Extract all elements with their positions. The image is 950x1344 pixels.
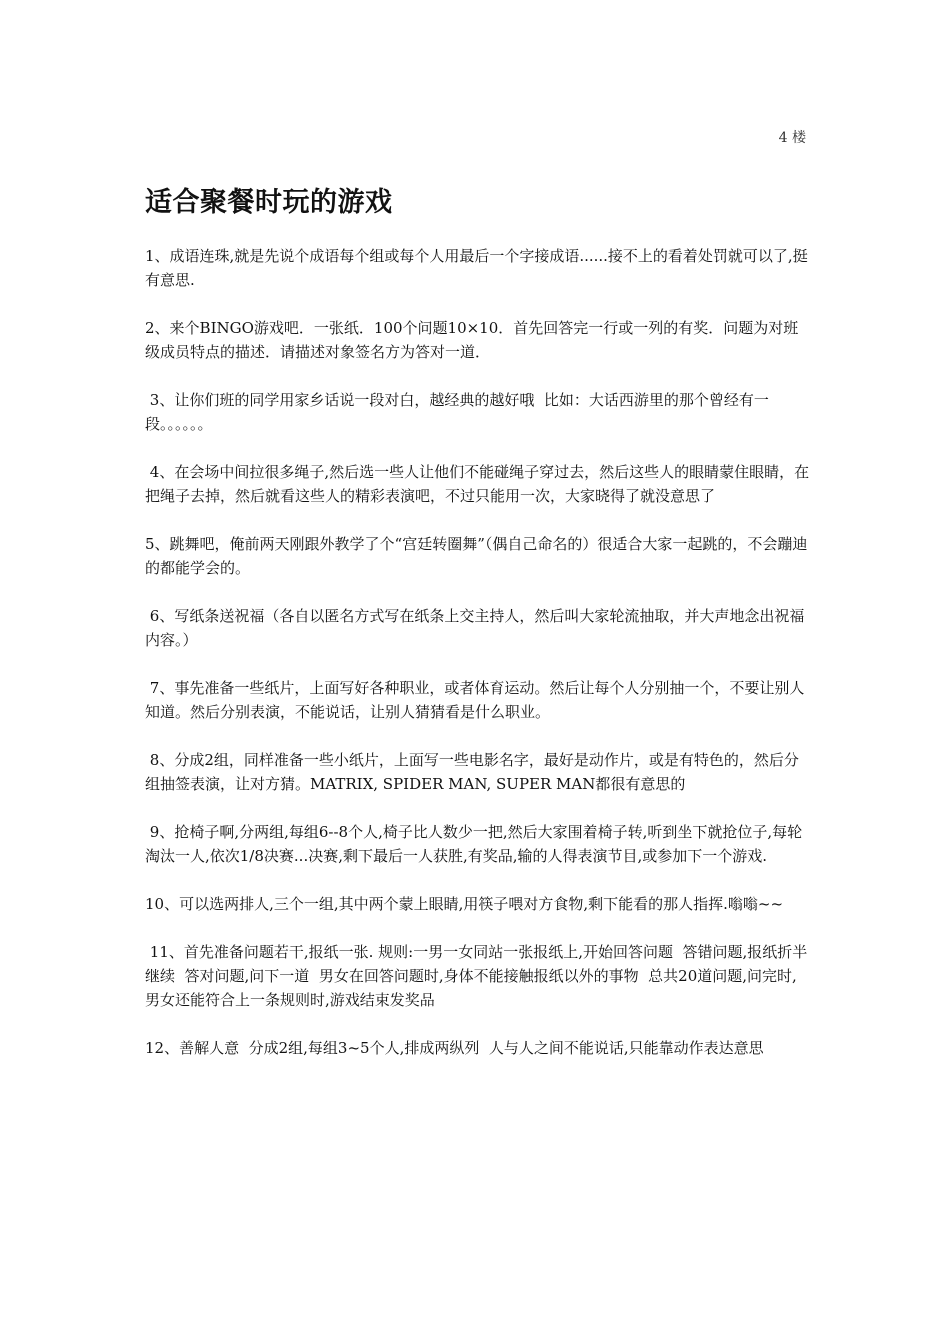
list-item: 11、首先准备问题若干,报纸一张. 规则:一男一女同站一张报纸上,开始回答问题 答错问题,报纸折半继续 答对问题,问下一道 男女在回答问题时,身体不能接触报纸以外的事物 总共20道问题,问完时,男女还能符合上一条规则时,游戏结束发奖品 <box>145 943 808 1009</box>
list-item: 10、可以选两排人,三个一组,其中两个蒙上眼睛,用筷子喂对方食物,剩下能看的那人指挥.嗡嗡~~ <box>145 895 784 913</box>
list-item: 8、分成2组，同样准备一些小纸片，上面写一些电影名字，最好是动作片，或是有特色的，然后分组抽签表演，让对方猜。MATRIX, SPIDER MAN, SUPER MAN都很有意思的 <box>145 751 799 793</box>
list-item: 4、在会场中间拉很多绳子,然后选一些人让他们不能碰绳子穿过去，然后这些人的眼睛蒙住眼睛，在把绳子去掉，然后就看这些人的精彩表演吧，不过只能用一次，大家晓得了就没意思了 <box>145 463 810 505</box>
list-item: 3、让你们班的同学用家乡话说一段对白，越经典的越好哦 比如：大话西游里的那个曾经有一段。。。。。。 <box>145 391 769 433</box>
page-title: 适合聚餐时玩的游戏 <box>145 187 393 218</box>
game-list <box>145 244 810 1084</box>
floor-label: 4 楼 <box>778 130 806 146</box>
list-item: 5、跳舞吧，俺前两天刚跟外教学了个“宫廷转圈舞”（偶自己命名的）很适合大家一起跳的，不会蹦迪的都能学会的。 <box>145 535 808 577</box>
list-item: 6、写纸条送祝福（各自以匿名方式写在纸条上交主持人，然后叫大家轮流抽取，并大声地念出祝福内容。） <box>145 607 805 649</box>
list-item: 9、抢椅子啊,分两组,每组6--8个人,椅子比人数少一把,然后大家围着椅子转,听到坐下就抢位子,每轮淘汰一人,依次1/8决赛...决赛,剩下最后一人获胜,有奖品,输的人得表演节目,或参加下一个游戏. <box>145 823 803 865</box>
list-item: 12、善解人意 分成2组,每组3~5个人,排成两纵列 人与人之间不能说话,只能靠动作表达意思 <box>145 1039 764 1057</box>
list-item: 2、来个BINGO游戏吧．一张纸．100个问题10×10．首先回答完一行或一列的有奖．问题为对班级成员特点的描述．请描述对象签名方为答对一道． <box>145 319 799 361</box>
list-item: 1、成语连珠,就是先说个成语每个组或每个人用最后一个字接成语......接不上的看着处罚就可以了,挺有意思. <box>145 247 808 289</box>
list-item: 7、事先准备一些纸片，上面写好各种职业，或者体育运动。然后让每个人分别抽一个，不要让别人知道。然后分别表演，不能说话，让别人猜猜看是什么职业。 <box>145 679 805 721</box>
